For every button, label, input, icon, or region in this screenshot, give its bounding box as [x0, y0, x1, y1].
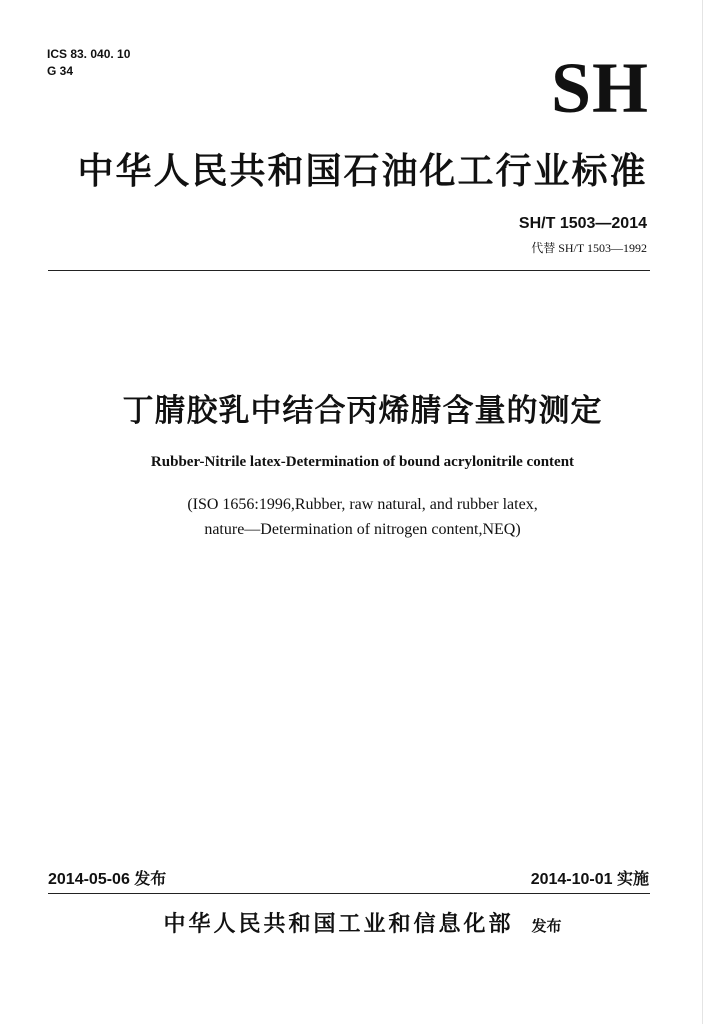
document-title-en: Rubber-Nitrile latex-Determination of bound acrylonitrile content: [150, 454, 575, 470]
standard-number: SH/T 1503—2014: [518, 215, 647, 232]
document-title-cn: 丁腈胶乳中结合丙烯腈含量的测定: [122, 393, 603, 429]
issue-date: 2014-05-06 发布: [48, 871, 167, 888]
footer-divider: [48, 893, 650, 894]
iso-reference-line-1: (ISO 1656:1996,Rubber, raw natural, and rubber latex,: [187, 496, 538, 513]
classification-codes: [47, 47, 130, 81]
publisher-suffix: 发布: [531, 917, 562, 935]
publisher-name: 中华人民共和国工业和信息化部: [163, 912, 514, 937]
sh-logo: SH: [550, 48, 649, 128]
iso-reference-line-2: nature—Determination of nitrogen content,NEQ): [204, 521, 521, 538]
publisher-line: [0, 909, 725, 942]
header-divider: [48, 270, 650, 271]
ccs-code: G 34: [47, 64, 74, 78]
implementation-date: 2014-10-01 实施: [530, 871, 649, 888]
replaces-standard: 代替 SH/T 1503—1992: [531, 241, 647, 255]
standard-category-title: 中华人民共和国石油化工行业标准: [77, 151, 648, 192]
ics-code: ICS 83. 040. 10: [47, 47, 131, 61]
